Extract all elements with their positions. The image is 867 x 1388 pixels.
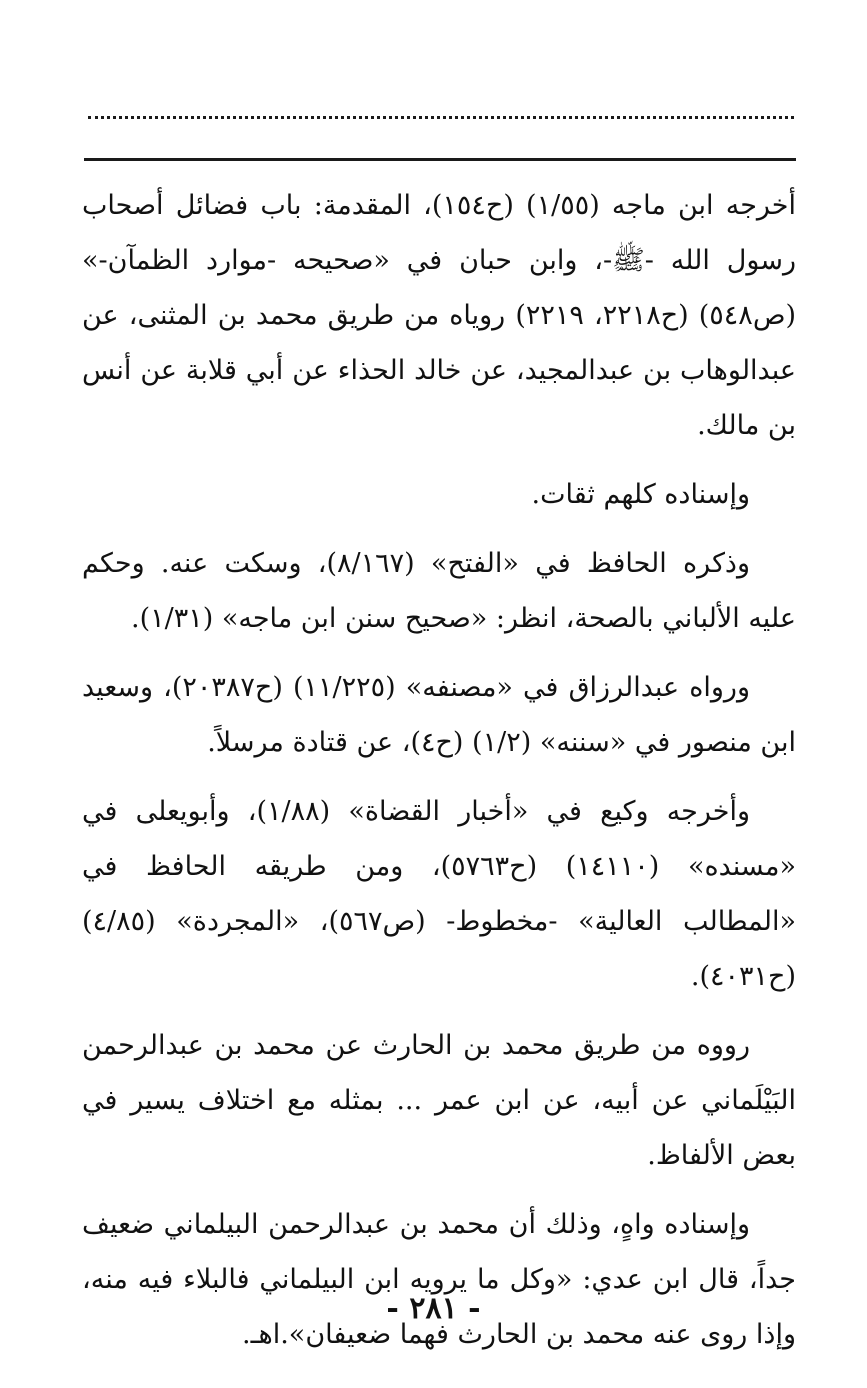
footnote-text-block <box>82 178 796 1376</box>
footnote-paragraph: رووه من طريق محمد بن الحارث عن محمد بن عبدالرحمن البَيْلَماني عن أبيه، عن ابن عمر ... بمثله مع اختلاف يسير في بعض الألفاظ. <box>82 1030 796 1171</box>
footnote-paragraph: أخرجه ابن ماجه (١/٥٥) (ح١٥٤)، المقدمة: باب فضائل أصحاب رسول الله -ﷺ-، وابن حبان في «صحيحه -موارد الظمآن-» (ص٥٤٨) (ح٢٢١٨، ٢٢١٩) روياه من طريق محمد بن المثنى، عن عبدالوهاب بن عبدالمجيد، عن خالد الحذاء عن أبي قلابة عن أنس بن مالك. <box>82 190 796 441</box>
footnote-paragraph: وإسناده واهٍ، وذلك أن محمد بن عبدالرحمن البيلماني ضعيف جداً، قال ابن عدي: «وكل ما يرويه ابن البيلماني فالبلاء فيه منه، وإذا روى عنه محمد بن الحارث فهما ضعيفان».اهـ. <box>82 1209 796 1350</box>
footnote-divider <box>84 158 796 161</box>
dotted-separator <box>88 116 794 119</box>
footnote-paragraph: وأخرجه وكيع في «أخبار القضاة» (١/٨٨)، وأبويعلى في «مسنده» (١٤١١٠) (ح٥٧٦٣)، ومن طريقه الحافظ في «المطالب العالية» -مخطوط- (ص٥٦٧)، «المجردة» (٤/٨٥) (ح٤٠٣١). <box>82 796 796 992</box>
footnote-paragraph: وإسناده كلهم ثقات. <box>531 479 750 510</box>
page-number: - ٢٨١ - <box>386 1291 481 1326</box>
footnote-paragraph: وذكره الحافظ في «الفتح» (٨/١٦٧)، وسكت عنه. وحكم عليه الألباني بالصحة، انظر: «صحيح سنن ابن ماجه» (١/٣١). <box>82 548 796 634</box>
footnote-paragraph: ورواه عبدالرزاق في «مصنفه» (١١/٢٢٥) (ح٢٠٣٨٧)، وسعيد ابن منصور في «سننه» (١/٢) (ح٤)، عن قتادة مرسلاً. <box>82 672 796 758</box>
